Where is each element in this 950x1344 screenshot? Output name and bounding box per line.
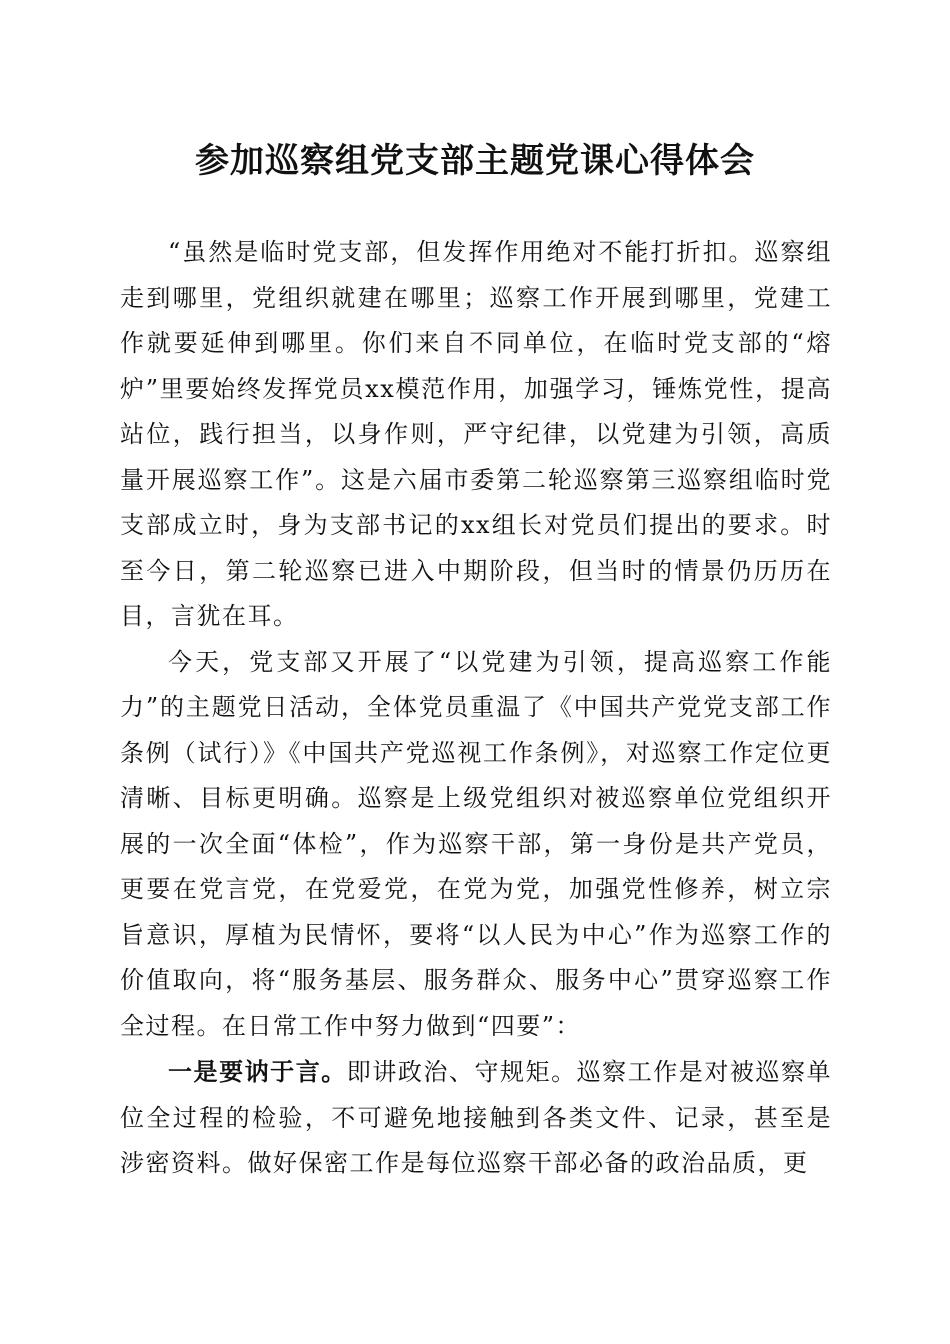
paragraph-3-lead: 一是要讷于言。	[168, 1057, 347, 1086]
paragraph-2	[120, 640, 832, 1050]
paragraph-1-text: “虽然是临时党支部，但发挥作用绝对不能打折扣。巡察组走到哪里，党组织就建在哪里；巡察工作开展到哪里，党建工作就要延伸到哪里。你们来自不同单位，在临时党支部的“熔炉”里要始终发挥党员xx模范作用，加强学习，锤炼党性，提高站位，践行担当，以身作则，严守纪律，以党建为引领，高质量开展巡察工作”。这是六届市委第二轮巡察第三巡察组临时党支部成立时，身为支部书记的xx组长对党员们提出的要求。时至今日，第二轮巡察已进入中期阶段，但当时的情景仍历历在目，言犹在耳。	[120, 238, 832, 630]
paragraph-3	[120, 1049, 832, 1187]
document-title: 参加巡察组党支部主题党课心得体会	[195, 141, 755, 181]
paragraph-3-text: 即讲政治、守规矩。巡察工作是对被巡察单位全过程的检验，不可避免地接触到各类文件、记录，甚至是涉密资料。做好保密工作是每位巡察干部必备的政治品质，更	[120, 1058, 832, 1177]
paragraph-2-text: 今天，党支部又开展了“以党建为引领，提高巡察工作能力”的主题党日活动，全体党员重温了《中国共产党党支部工作条例（试行）》《中国共产党巡视工作条例》，对巡察工作定位更清晰、目标更明确。巡察是上级党组织对被巡察单位党组织开展的一次全面“体检”，作为巡察干部，第一身份是共产党员，更要在党言党，在党爱党，在党为党，加强党性修养，树立宗旨意识，厚植为民情怀，要将“以人民为中心”作为巡察工作的价值取向，将“服务基层、服务群众、服务中心”贯穿巡察工作全过程。在日常工作中努力做到“四要”：	[120, 647, 832, 1040]
document-body	[120, 230, 832, 1187]
paragraph-1	[120, 230, 832, 640]
